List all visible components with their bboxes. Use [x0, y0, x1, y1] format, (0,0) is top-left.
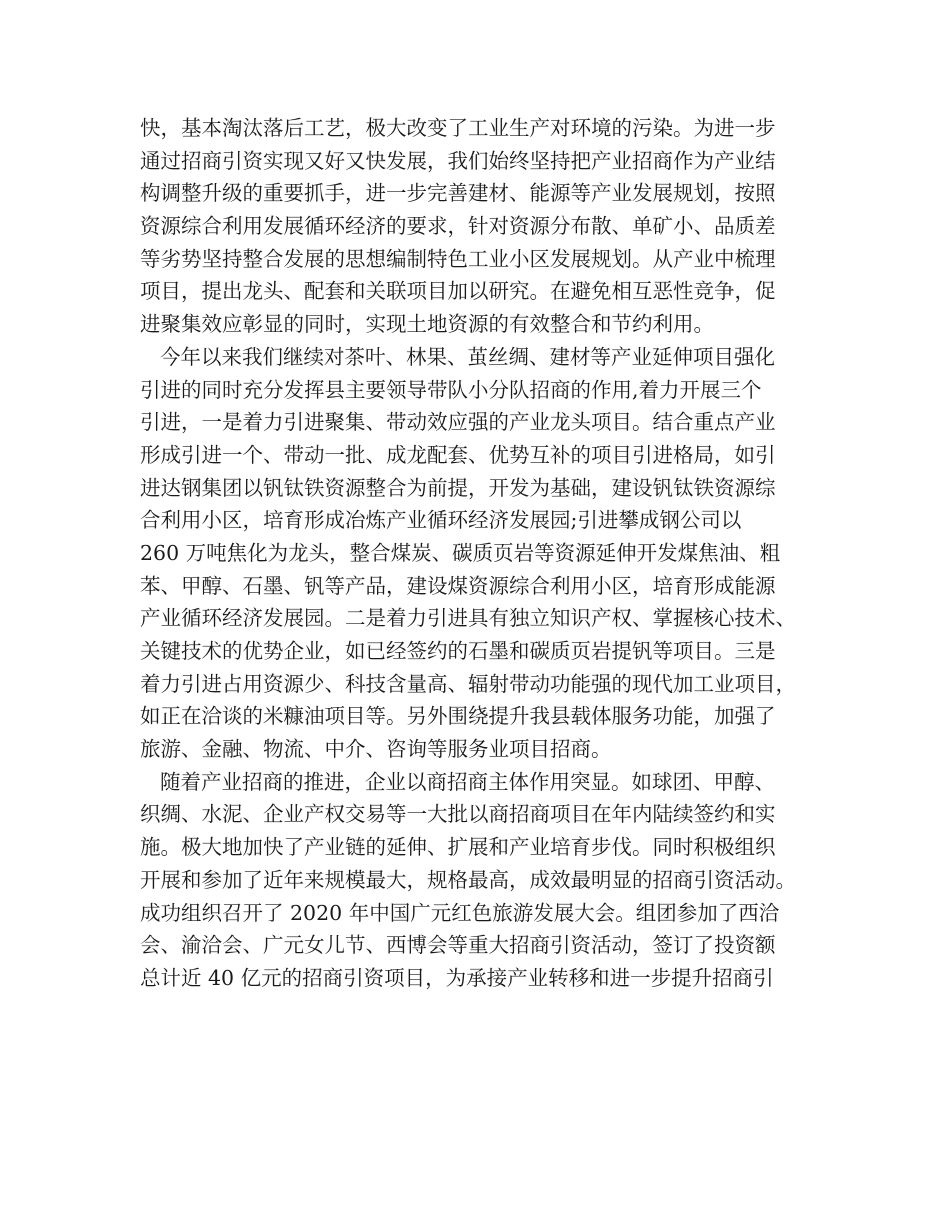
- body-text: [140, 112, 830, 995]
- text-line: 施。极大地加快了产业链的延伸、扩展和产业培育步伐。同时积极组织: [140, 835, 776, 860]
- text-line: 总计近 40 亿元的招商引资项目，为承接产业转移和进一步提升招商引: [140, 965, 774, 990]
- text-line: 通过招商引资实现又好又快发展，我们始终坚持把产业招商作为产业结: [140, 148, 776, 173]
- paragraph-start-line: 随着产业招商的推进，企业以商招商主体作用突显。如球团、甲醇、: [160, 769, 775, 794]
- text-line: 项目，提出龙头、配套和关联项目加以研究。在避免相互恶性竞争，促: [140, 279, 776, 304]
- text-line: 资源综合利用发展循环经济的要求，针对资源分布散、单矿小、品质差: [140, 214, 776, 239]
- text-line: 等劣势坚持整合发展的思想编制特色工业小区发展规划。从产业中梳理: [140, 246, 776, 271]
- text-line: 形成引进一个、带动一批、成龙配套、优势互补的项目引进格局，如引: [140, 442, 776, 467]
- text-line: 如正在洽谈的米糠油项目等。另外围绕提升我县载体服务功能，加强了: [140, 704, 776, 729]
- text-line: 引进的同时充分发挥县主要领导带队小分队招商的作用,着力开展三个: [140, 377, 762, 402]
- text-line: 会、渝洽会、广元女儿节、西博会等重大招商引资活动，签订了投资额: [140, 933, 776, 958]
- text-line: 构调整升级的重要抓手，进一步完善建材、能源等产业发展规划，按照: [140, 181, 776, 206]
- paragraph-start-line: 今年以来我们继续对茶叶、林果、茧丝绸、建材等产业延伸项目强化: [160, 344, 775, 369]
- text-line: 苯、甲醇、石墨、钒等产品，建设煤资源综合利用小区，培育形成能源: [140, 573, 776, 598]
- text-line: 合利用小区，培育形成冶炼产业循环经济发展园;引进攀成钢公司以: [140, 508, 742, 533]
- text-line: 旅游、金融、物流、中介、咨询等服务业项目招商。: [140, 737, 612, 762]
- text-line: 快，基本淘汰落后工艺，极大改变了工业生产对环境的污染。为进一步: [140, 116, 776, 140]
- text-line: 关键技术的优势企业，如已经签约的石墨和碳质页岩提钒等项目。三是: [140, 639, 776, 663]
- text-line: 织绸、水泥、企业产权交易等一大批以商招商项目在年内陆续签约和实: [140, 802, 776, 827]
- text-line: 成功组织召开了 2020 年中国广元红色旅游发展大会。组团参加了西洽: [140, 900, 780, 925]
- text-line: 开展和参加了近年来规模最大，规格最高，成效最明显的招商引资活动。: [140, 867, 796, 892]
- text-line: 产业循环经济发展园。二是着力引进具有独立知识产权、掌握核心技术、: [140, 606, 796, 631]
- text-line: 260 万吨焦化为龙头，整合煤炭、碳质页岩等资源延伸开发煤焦油、粗: [140, 540, 781, 565]
- text-line: 引进，一是着力引进聚集、带动效应强的产业龙头项目。结合重点产业: [140, 410, 776, 435]
- text-line: 着力引进占用资源少、科技含量高、辐射带动功能强的现代加工业项目，: [140, 671, 796, 696]
- text-line: 进聚集效应彰显的同时，实现土地资源的有效整合和节约利用。: [140, 312, 714, 337]
- text-line: 进达钢集团以钒钛铁资源整合为前提，开发为基础，建设钒钛铁资源综: [140, 475, 776, 500]
